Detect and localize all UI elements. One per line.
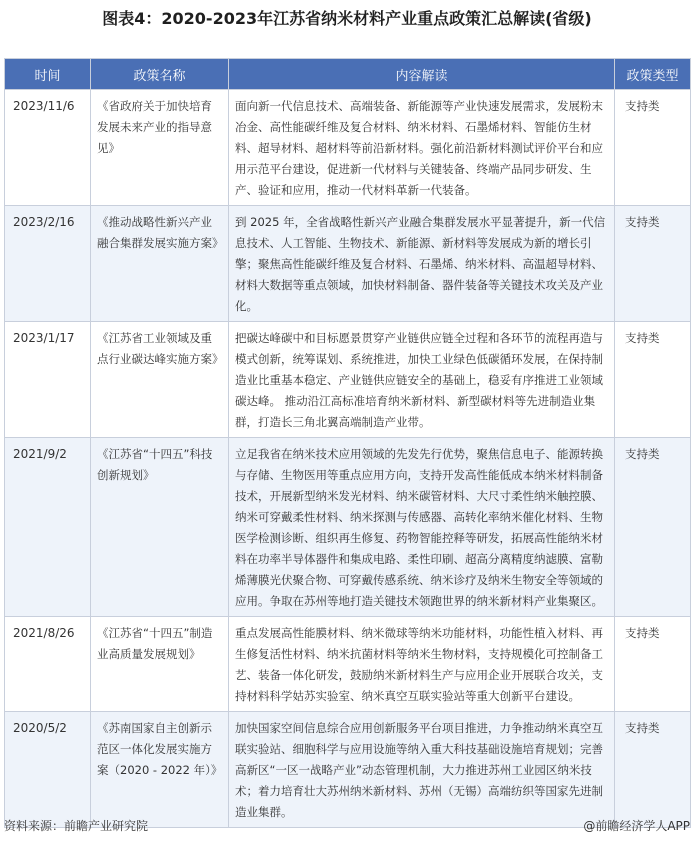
table-row: [5, 90, 691, 206]
cell-policy-name: 《江苏省“十四五”制造业高质量发展规划》: [91, 617, 229, 712]
header-content: 内容解读: [229, 59, 615, 90]
table-header-row: [5, 59, 691, 90]
cell-content: 加快国家空间信息综合应用创新服务平台项目推进，力争推动纳米真空互联实验站、细胞科学与应用设施等纳入重大科技基础设施培育规划；完善高新区“一区一战略产业”动态管理机制，大力推进苏州工业园区纳米技术；着力培育壮大苏州纳米新材料、苏州（无锡）高端纺织等国家先进制造业集群。: [229, 712, 615, 828]
table-row: [5, 712, 691, 828]
cell-content: 到 2025 年，全省战略性新兴产业融合集群发展水平显著提升，新一代信息技术、人工智能、生物技术、新能源、新材料等发展成为新的增长引擎；聚焦高性能碳纤维及复合材料、石墨烯、纳米材料、高温超导材料、材料大数据等重点领域，加快材料制备、器件装备等关键技术攻关及产业化。: [229, 206, 615, 322]
cell-time: 2023/1/17: [5, 322, 91, 438]
cell-time: 2020/5/2: [5, 712, 91, 828]
cell-content: 立足我省在纳米技术应用领域的先发先行优势，聚焦信息电子、能源转换与存储、生物医用等重点应用方向，支持开发高性能低成本纳米材料制备技术，开展新型纳米发光材料、纳米碳管材料、大尺寸柔性纳米触控膜、纳米可穿戴柔性材料、纳米探测与传感器、高转化率纳米催化材料、生物医学检测诊断、组织再生修复、药物智能控释等研发，拓展高性能纳米材料在功率半导体器件和集成电路、柔性印刷、超高分离精度纳滤膜、富勒烯薄膜光伏聚合物、可穿戴传感系统、纳米诊疗及纳米生物安全等领域的应用。争取在苏州等地打造关键技术领跑世界的纳米新材料产业集聚区。: [229, 438, 615, 617]
source-note: 资料来源：前瞻产业研究院: [4, 819, 149, 833]
policy-table-container: [4, 58, 690, 828]
table-row: [5, 206, 691, 322]
cell-policy-type: 支持类: [615, 712, 691, 828]
cell-policy-type: 支持类: [615, 438, 691, 617]
header-policy-type: 政策类型: [615, 59, 691, 90]
cell-policy-name: 《江苏省工业领域及重点行业碳达峰实施方案》: [91, 322, 229, 438]
page-title: 图表4：2020-2023年江苏省纳米材料产业重点政策汇总解读(省级): [102, 9, 592, 28]
cell-content: 把碳达峰碳中和目标愿景贯穿产业链供应链全过程和各环节的流程再造与模式创新，统筹谋划、系统推进，加快工业绿色低碳循环发展，在保持制造业比重基本稳定、产业链供应链安全的基础上，稳妥有序推进工业领域碳达峰。 推动沿江高标准培育纳米新材料、新型碳材料等先进制造业集群，打造长三角北翼高端制造产业带。: [229, 322, 615, 438]
cell-policy-name: 《苏南国家自主创新示范区一体化发展实施方案（2020 - 2022 年）》: [91, 712, 229, 828]
policy-table: [4, 58, 691, 828]
table-row: [5, 438, 691, 617]
brand-credit: @前瞻经济学人APP: [583, 819, 690, 833]
cell-policy-name: 《推动战略性新兴产业融合集群发展实施方案》: [91, 206, 229, 322]
cell-policy-type: 支持类: [615, 322, 691, 438]
header-time: 时间: [5, 59, 91, 90]
cell-policy-type: 支持类: [615, 617, 691, 712]
cell-policy-name: 《江苏省“十四五”科技创新规划》: [91, 438, 229, 617]
cell-time: 2023/11/6: [5, 90, 91, 206]
cell-policy-type: 支持类: [615, 206, 691, 322]
cell-time: 2021/9/2: [5, 438, 91, 617]
cell-content: 面向新一代信息技术、高端装备、新能源等产业快速发展需求，发展粉末冶金、高性能碳纤维及复合材料、纳米材料、石墨烯材料、智能仿生材料、超导材料、超材料等前沿新材料。强化前沿新材料测试评价平台和应用示范平台建设，促进新一代材料与关键装备、终端产品同步研发、生产、验证和应用，推动一代材料革新一代装备。: [229, 90, 615, 206]
table-row: [5, 322, 691, 438]
cell-content: 重点发展高性能膜材料、纳米微球等纳米功能材料，功能性植入材料、再生修复活性材料、纳米抗菌材料等纳米生物材料，支持规模化可控制备工艺、装备一体化研发，鼓励纳米新材料生产与应用企业开展联合攻关，支持材料科学姑苏实验室、纳米真空互联实验站等重大创新平台建设。: [229, 617, 615, 712]
header-policy-name: 政策名称: [91, 59, 229, 90]
cell-policy-name: 《省政府关于加快培育发展未来产业的指导意见》: [91, 90, 229, 206]
cell-policy-type: 支持类: [615, 90, 691, 206]
cell-time: 2021/8/26: [5, 617, 91, 712]
table-row: [5, 617, 691, 712]
cell-time: 2023/2/16: [5, 206, 91, 322]
